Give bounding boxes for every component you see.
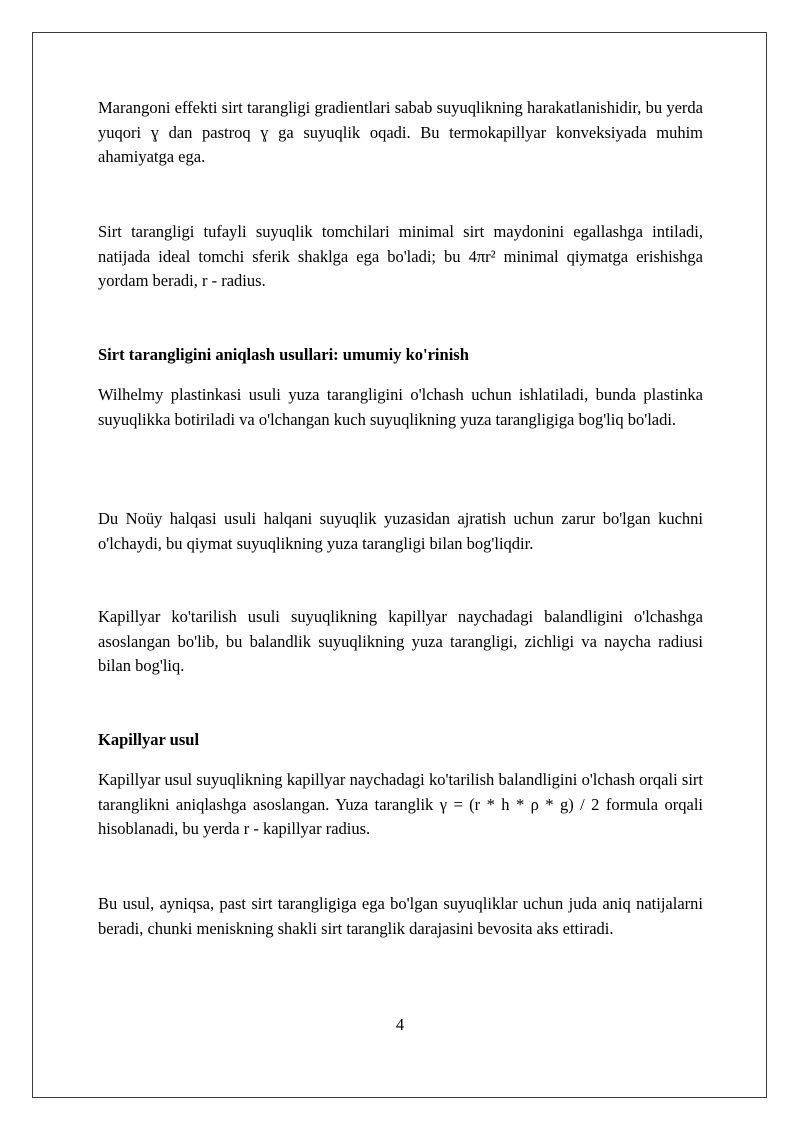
paragraph-marangoni-effect: Marangoni effekti sirt tarangligi gradientlari sabab suyuqlikning harakatlanishidir, bu yerda yuqori ɣ dan pastroq ɣ ga suyuqlik oqadi. Bu termokapillyar konveksiyada muhim ahamiyatga ega. [98, 98, 703, 166]
heading-methods-overview: Sirt tarangligini aniqlash usullari: umumiy ko'rinish [98, 345, 469, 364]
page-number: 4 [395, 1015, 405, 1034]
paragraph-du-nouy-ring: Du Noüy halqasi usuli halqani suyuqlik yuzasidan ajratish uchun zarur bo'lgan kuchni o'lchaydi, bu qiymat suyuqlikning yuza tarangligi bilan bog'liqdir. [98, 509, 703, 553]
paragraph-capillary-rise: Kapillyar ko'tarilish usuli suyuqlikning kapillyar naychadagi balandligini o'lchashga asoslangan bo'lib, bu balandlik suyuqlikning yuza tarangligi, zichligi va naycha radiusi bilan bog'liq. [98, 607, 703, 675]
paragraph-droplet-shape: Sirt tarangligi tufayli suyuqlik tomchilari minimal sirt maydonini egallashga intiladi, natijada ideal tomchi sferik shaklga ega bo'ladi; bu 4πr² minimal qiymatga erishishga yordam beradi, r - radius. [98, 222, 703, 290]
paragraph-method-accuracy: Bu usul, ayniqsa, past sirt tarangligiga ega bo'lgan suyuqliklar uchun juda aniq natijalarni beradi, chunki meniskning shakli sirt taranglik darajasini bevosita aks ettiradi. [98, 894, 703, 938]
paragraph-wilhelmy-plate: Wilhelmy plastinkasi usuli yuza tarangligini o'lchash uchun ishlatiladi, bunda plastinka suyuqlikka botiriladi va o'lchangan kuch suyuqlikning yuza tarangligiga bog'liq bo'ladi. [98, 385, 703, 429]
heading-capillary-method: Kapillyar usul [98, 730, 200, 749]
paragraph-capillary-formula: Kapillyar usul suyuqlikning kapillyar naychadagi ko'tarilish balandligini o'lchash orqali sirt taranglikni aniqlashga asoslangan. Yuza taranglik γ = (r * h * ρ * g) / 2 formula orqali hisoblanadi, bu yerda r - kapillyar radius. [98, 770, 703, 838]
